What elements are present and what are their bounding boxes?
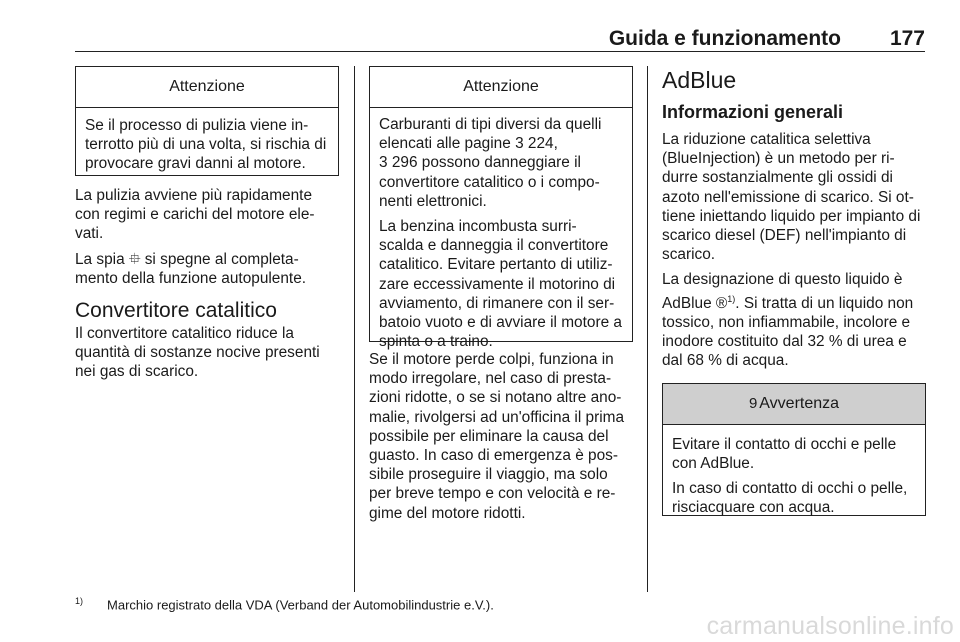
filter-indicator-icon: ⯐ (128, 250, 141, 268)
paragraph-indicator: La spia ⯐ si spegne al completa- mento della funzione autopulente. (75, 250, 307, 287)
subheading-general-info: Informazioni generali (662, 102, 844, 122)
footnote-mark: 1) (75, 596, 84, 606)
page-title: Guida e funzionamento (608, 27, 841, 50)
notice-paragraph-petrol: La benzina incombusta surri- scalda e danneggia il convertitore catalitico. Evitare pertanto di utiliz- zare eccessivamente il motorino di avviamento, di rimanere con il ser- batoio vuoto e di avviare il motore a spinta o a traino. (379, 218, 622, 351)
arrow-ref-icon: 3 (379, 154, 388, 172)
header-rule (75, 51, 925, 52)
notice-title: Attenzione (76, 67, 338, 108)
footnote-text: Marchio registrato della VDA (Verband der Automobilindustrie e.V.). (107, 597, 494, 613)
column-divider-2 (647, 66, 648, 592)
watermark: carmanualsonline.info (706, 612, 954, 640)
paragraph-cleaning-speed: La pulizia avviene più rapidamente con regimi e carichi del motore ele- vati. (75, 187, 315, 243)
paragraph-catalytic-converter: Il convertitore catalitico riduce la quantità di sostanze nocive presenti nei gas di scarico. (75, 325, 320, 381)
warning-paragraph-contact: Evitare il contatto di occhi e pelle con AdBlue. (672, 435, 897, 472)
warning-box-adblue (662, 383, 926, 516)
column-2 (369, 66, 633, 529)
page-number: 177 (889, 27, 925, 50)
section-title-catalytic-converter: Convertitore catalitico (75, 299, 277, 323)
paragraph-adblue-designation: La designazione di questo liquido è AdBlue ®$^{1)}$. Si tratta di un liquido non tossico, non infiammabile, incolore e inodore costituito dal 32 % di urea e dal 68 % di acqua. (662, 271, 914, 370)
paragraph-engine-misfire: Se il motore perde colpi, funziona in modo irregolare, nel caso di presta- zioni ridotte, o se si notano altre ano- malie, rivolgersi ad un'officina il prima possibile per eliminare la causa del guasto. In caso di emergenza è pos- sibile proseguire il viaggio, ma solo per breve tempo e con velocità e re- gime del motore ridotti. (369, 351, 624, 522)
section-title-adblue: AdBlue (662, 67, 737, 93)
footnote-ref: 1) (727, 293, 736, 304)
footnote (75, 596, 494, 612)
warning-title: 9 Avvertenza (663, 384, 925, 425)
column-3 (662, 66, 926, 516)
column-1 (75, 66, 339, 388)
arrow-ref-icon: 3 (515, 135, 524, 153)
page-header (75, 27, 925, 53)
column-divider-1 (354, 66, 355, 592)
notice-body: Se il processo di pulizia viene in- terrotto più di una volta, si rischia di provocare gravi danni al motore. (85, 117, 327, 173)
notice-title: Attenzione (370, 67, 632, 108)
warning-paragraph-rinse: In caso di contatto di occhi o pelle, risciacquare con acqua. (672, 479, 908, 517)
warning-triangle-icon: 9 (748, 394, 758, 412)
notice-paragraph-fuels: Carburanti di tipi diversi da quelli elencati alle pagine 3 224, 3 296 possono danneggiare il convertitore catalitico o i compo- nenti elettronici. (379, 116, 602, 210)
notice-box-fuel (369, 66, 633, 351)
notice-box-cleaning (75, 66, 339, 176)
paragraph-scr: La riduzione catalitica selettiva (BlueInjection) è un metodo per ri- durre sostanzialmente gli ossidi di azoto nell'emissione di scarico. Si ot- tiene iniettando liquido per impianto di scarico diesel (DEF) nell'impianto di scarico. (662, 131, 921, 264)
